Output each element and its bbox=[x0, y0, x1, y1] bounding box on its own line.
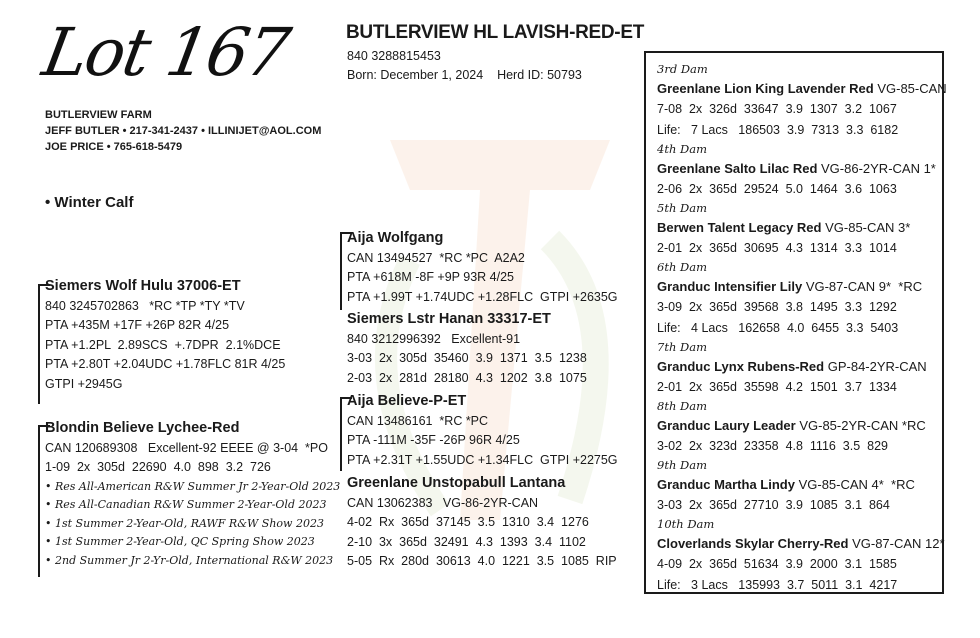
dam-sire-block bbox=[347, 392, 618, 470]
category-label: • Winter Calf bbox=[45, 194, 134, 211]
dam-entry-name-text: Granduc Laury Leader bbox=[657, 418, 796, 433]
sire-block bbox=[45, 277, 285, 394]
dam-entry-record: 4-09 2x 365d 51634 3.9 2000 3.1 1585 bbox=[657, 557, 897, 571]
dam-entry-classification: VG-87-CAN 9* *RC bbox=[802, 279, 923, 294]
sire-line: 840 3245702863 *RC *TP *TY *TV bbox=[45, 298, 245, 313]
dam-sire-name: Aija Believe-P-ET bbox=[347, 393, 467, 409]
dam-dam-line: 4-02 Rx 365d 37145 3.5 1310 3.4 1276 bbox=[347, 515, 589, 529]
farm-name: BUTLERVIEW FARM bbox=[45, 109, 152, 121]
dam-dam-name: Greenlane Unstopabull Lantana bbox=[347, 475, 566, 491]
dam-entry-name-text: Greenlane Lion King Lavender Red bbox=[657, 81, 874, 96]
dam-sire-line: PTA -111M -35F -26P 96R 4/25 bbox=[347, 433, 520, 447]
dam-dam-line: CAN 13062383 VG-86-2YR-CAN bbox=[347, 495, 539, 510]
sire-sire-line: PTA +618M -8F +9P 93R 4/25 bbox=[347, 270, 514, 284]
dam-dam-line: 5-05 Rx 280d 30613 4.0 1221 3.5 1085 RIP bbox=[347, 554, 617, 568]
dam-entry-record: 3-09 2x 365d 39568 3.8 1495 3.3 1292 bbox=[657, 300, 897, 314]
dam-entry-name bbox=[657, 158, 947, 179]
dam-entry-classification: VG-87-CAN 12* bbox=[848, 536, 945, 551]
sire-dam-block bbox=[347, 310, 587, 388]
dam-entry-record: 2-06 2x 365d 29524 5.0 1464 3.6 1063 bbox=[657, 182, 897, 196]
dam-generation-label: 9th Dam bbox=[657, 458, 707, 472]
dam-dam-block bbox=[347, 474, 617, 572]
dam-line: CAN 120689308 Excellent-92 EEEE @ 3-04 *PO bbox=[45, 440, 328, 455]
farm-contact-2: JOE PRICE • 765-618-5479 bbox=[45, 141, 183, 153]
sire-name: Siemers Wolf Hulu 37006-ET bbox=[45, 278, 241, 294]
dam-entry-record: 2-01 2x 365d 30695 4.3 1314 3.3 1014 bbox=[657, 241, 897, 255]
sire-line: PTA +1.2PL 2.89SCS +.7DPR 2.1%DCE bbox=[45, 337, 281, 352]
lot-title: Lot 167 bbox=[37, 14, 294, 91]
dam-entry-record: Life: 3 Lacs 135993 3.7 5011 3.1 4217 bbox=[657, 578, 898, 592]
dam-name: Blondin Believe Lychee-Red bbox=[45, 420, 240, 436]
dam-entry-name-text: Cloverlands Skylar Cherry-Red bbox=[657, 536, 849, 551]
sire-sire-line: CAN 13494527 *RC *PC A2A2 bbox=[347, 250, 525, 265]
dam-entry-name bbox=[657, 415, 947, 436]
dam-generation-label: 6th Dam bbox=[657, 260, 707, 274]
dam-sire-line: CAN 13486161 *RC *PC bbox=[347, 413, 489, 428]
sire-dam-line: 2-03 2x 281d 28180 4.3 1202 3.8 1075 bbox=[347, 370, 587, 385]
dam-honor: • Res All-American R&W Summer Jr 2-Year-Old 2023 bbox=[45, 479, 341, 493]
dam-sire-line: PTA +2.31T +1.55UDC +1.34FLC GTPI +2275G bbox=[347, 452, 618, 467]
animal-born-herd: Born: December 1, 2024 Herd ID: 50793 bbox=[347, 68, 582, 82]
sire-dam-line: 3-03 2x 305d 35460 3.9 1371 3.5 1238 bbox=[347, 351, 587, 365]
farm-info bbox=[45, 107, 321, 155]
sire-dam-name: Siemers Lstr Hanan 33317-ET bbox=[347, 311, 551, 327]
sire-line: PTA +2.80T +2.04UDC +1.78FLC 81R 4/25 bbox=[45, 357, 286, 371]
dam-generation-label: 4th Dam bbox=[657, 142, 707, 156]
sire-line: PTA +435M +17F +26P 82R 4/25 bbox=[45, 318, 230, 332]
dam-entry-name-text: Berwen Talent Legacy Red bbox=[657, 220, 822, 235]
dam-generation-label: 3rd Dam bbox=[657, 62, 708, 76]
dam-entry-record: Life: 4 Lacs 162658 4.0 6455 3.3 5403 bbox=[657, 321, 899, 335]
dam-line: 1-09 2x 305d 22690 4.0 898 3.2 726 bbox=[45, 460, 271, 474]
dam-honor: • 1st Summer 2-Year-Old, RAWF R&W Show 2023 bbox=[45, 516, 324, 530]
dams-list bbox=[657, 61, 947, 596]
dam-entry-name bbox=[657, 217, 947, 238]
dam-entry-classification: VG-85-CAN 3* bbox=[821, 220, 911, 235]
dams-box bbox=[644, 51, 947, 594]
dam-honor: • 1st Summer 2-Year-Old, QC Spring Show 2023 bbox=[45, 535, 315, 548]
dam-entry-name-text: Granduc Martha Lindy bbox=[657, 477, 795, 492]
dam-entry-name bbox=[657, 474, 947, 495]
dam-entry-name-text: Granduc Intensifier Lily bbox=[657, 279, 803, 294]
dam-entry-name bbox=[657, 78, 947, 99]
dam-entry-record: 2-01 2x 365d 35598 4.2 1501 3.7 1334 bbox=[657, 380, 897, 394]
dam-entry-classification: VG-85-2YR-CAN *RC bbox=[795, 418, 926, 433]
dam-entry-classification: VG-85-CAN bbox=[873, 81, 947, 96]
dam-entry-record: 3-03 2x 365d 27710 3.9 1085 3.1 864 bbox=[657, 498, 890, 512]
dam-entry-classification: GP-84-2YR-CAN bbox=[824, 359, 927, 374]
dam-entry-record: 3-02 2x 323d 23358 4.8 1116 3.5 829 bbox=[657, 439, 888, 453]
dam-entry-name-text: Greenlane Salto Lilac Red bbox=[657, 161, 818, 176]
dam-entry-name-text: Granduc Lynx Rubens-Red bbox=[657, 359, 825, 374]
dam-entry-name bbox=[657, 356, 947, 377]
animal-reg: 840 3288815453 bbox=[347, 49, 441, 63]
sire-dam-line: 840 3212996392 Excellent-91 bbox=[347, 331, 521, 346]
dam-entry-name bbox=[657, 276, 947, 297]
dam-entry-name bbox=[657, 533, 947, 554]
dam-entry-classification: VG-86-2YR-CAN 1* bbox=[817, 161, 936, 176]
dam-generation-label: 5th Dam bbox=[657, 201, 707, 215]
sire-line: GTPI +2945G bbox=[45, 376, 123, 391]
dam-dam-line: 2-10 3x 365d 32491 4.3 1393 3.4 1102 bbox=[347, 534, 586, 549]
dam-entry-classification: VG-85-CAN 4* *RC bbox=[794, 477, 915, 492]
dam-entry-record: Life: 7 Lacs 186503 3.9 7313 3.3 6182 bbox=[657, 123, 899, 137]
animal-name: BUTLERVIEW HL LAVISH-RED-ET bbox=[346, 22, 645, 43]
dam-honor: • Res All-Canadian R&W Summer 2-Year-Old 2023 bbox=[45, 498, 327, 511]
farm-contact-1: JEFF BUTLER • 217-341-2437 • ILLINIJET@AOL.COM bbox=[45, 125, 322, 137]
dam-generation-label: 10th Dam bbox=[657, 517, 715, 531]
dam-generation-label: 7th Dam bbox=[657, 340, 707, 354]
dam-generation-label: 8th Dam bbox=[657, 399, 707, 413]
sire-sire-line: PTA +1.99T +1.74UDC +1.28FLC GTPI +2635G bbox=[347, 289, 618, 304]
dam-block bbox=[45, 419, 340, 570]
sire-sire-name: Aija Wolfgang bbox=[347, 230, 444, 246]
dam-entry-record: 7-08 2x 326d 33647 3.9 1307 3.2 1067 bbox=[657, 102, 897, 116]
dam-honor: • 2nd Summer Jr 2-Yr-Old, International R&W 2023 bbox=[45, 553, 334, 567]
sire-sire-block bbox=[347, 229, 618, 307]
